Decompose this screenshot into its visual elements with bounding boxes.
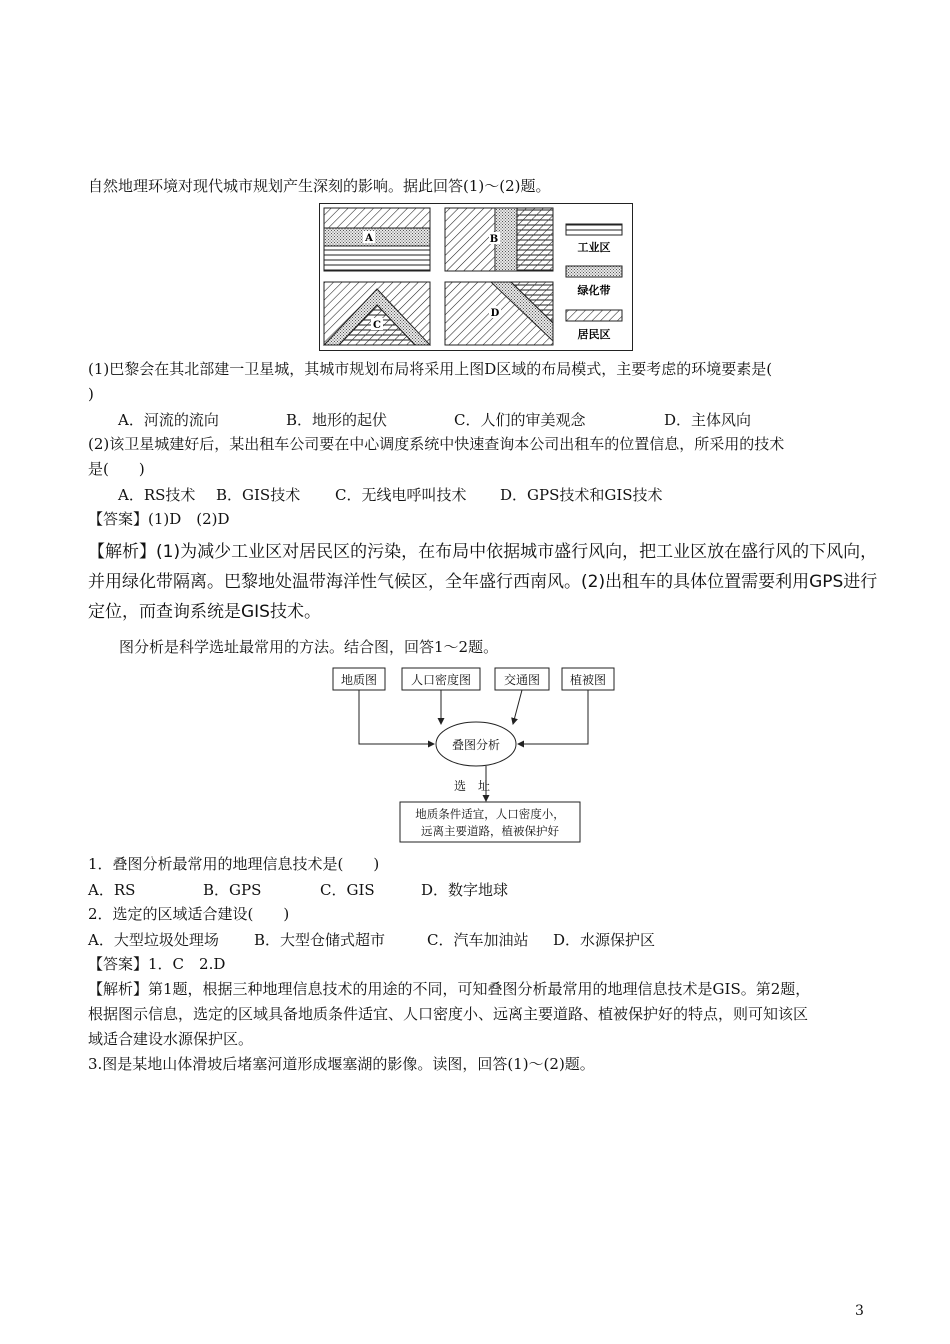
q2-analysis-line3: 域适合建设水源保护区。 bbox=[88, 1030, 254, 1048]
q1-sub1-option-d: D．主体风向 bbox=[664, 411, 752, 429]
legend-residential-swatch bbox=[566, 310, 622, 321]
panel-d bbox=[445, 282, 553, 345]
panel-c-label: C bbox=[373, 320, 381, 331]
q2-q2-option-d: D．水源保护区 bbox=[553, 931, 656, 949]
q1-sub2-option-c: C．无线电呼叫技术 bbox=[335, 486, 467, 504]
q1-sub1-option-c: C．人们的审美观念 bbox=[454, 411, 586, 429]
q2-q2-option-b: B．大型仓储式超市 bbox=[254, 931, 386, 949]
q2-analysis-line1: 【解析】第1题，根据三种地理信息技术的用途的不同，可知叠图分析最常用的地理信息技术是GIS。第2题， bbox=[88, 980, 811, 998]
q2-question1: 1．叠图分析最常用的地理信息技术是( ) bbox=[88, 855, 380, 873]
q2-q1-option-a: A．RS bbox=[88, 881, 136, 899]
panel-a-label: A bbox=[365, 233, 373, 244]
legend-industrial-swatch bbox=[566, 224, 622, 235]
q2-q1-option-b: B．GPS bbox=[203, 881, 262, 899]
legend-greenbelt-label: 绿化带 bbox=[577, 284, 611, 297]
q1-answer: 【答案】(1)D (2)D bbox=[88, 510, 230, 528]
city-layout-figure bbox=[319, 203, 633, 351]
result-line1: 地质条件适宜，人口密度小， bbox=[415, 807, 565, 821]
panel-b bbox=[445, 208, 553, 271]
q1-sub1-text-cont: ) bbox=[88, 385, 94, 403]
site-selection-label: 选 址 bbox=[453, 779, 491, 793]
q1-analysis-line1: 【解析】(1)为减少工业区对居民区的污染，在布局中依据城市盛行风向，把工业区放在盛行风的下风向， bbox=[88, 542, 878, 562]
q1-sub2-option-d: D．GPS技术和GIS技术 bbox=[500, 486, 663, 504]
panel-b-label: B bbox=[489, 234, 499, 245]
q2-q2-option-a: A．大型垃圾处理场 bbox=[88, 931, 219, 949]
q1-sub2-text-cont: 是( ) bbox=[88, 460, 145, 478]
input-traffic-map-label: 交通图 bbox=[503, 673, 541, 687]
q2-q1-option-c: C．GIS bbox=[320, 881, 375, 899]
q1-analysis-line3: 定位，而查询系统是GIS技术。 bbox=[88, 602, 321, 622]
q2-intro: 图分析是科学选址最常用的方法。结合图，回答1～2题。 bbox=[119, 638, 499, 656]
q1-sub2-option-a: A．RS技术 bbox=[118, 486, 196, 504]
q2-question2: 2．选定的区域适合建设( ) bbox=[88, 905, 290, 923]
q3-intro: 3.图是某地山体滑坡后堵塞河道形成堰塞湖的影像。读图，回答(1)～(2)题。 bbox=[88, 1055, 595, 1073]
legend-greenbelt-swatch bbox=[566, 266, 622, 277]
q1-sub2-option-b: B．GIS技术 bbox=[216, 486, 301, 504]
input-geology-map-label: 地质图 bbox=[340, 673, 378, 687]
overlay-analysis-flowchart bbox=[330, 664, 620, 846]
panel-a bbox=[324, 208, 430, 271]
legend-residential-label: 居民区 bbox=[577, 328, 611, 341]
q1-analysis-line2: 并用绿化带隔离。巴黎地处温带海洋性气候区，全年盛行西南风。(2)出租车的具体位置需要利用GPS进行 bbox=[88, 572, 878, 592]
panel-d-label: D bbox=[490, 308, 500, 319]
q1-sub1-text: (1)巴黎会在其北部建一卫星城，其城市规划布局将采用上图D区域的布局模式，主要考虑的环境要素是( bbox=[88, 360, 773, 378]
q1-sub1-option-b: B．地形的起伏 bbox=[286, 411, 388, 429]
q1-sub1-option-a: A．河流的流向 bbox=[118, 411, 219, 429]
q1-sub2-text: (2)该卫星城建好后，某出租车公司要在中心调度系统中快速查询本公司出租车的位置信息，所采用的技术 bbox=[88, 435, 785, 453]
legend-industrial-label: 工业区 bbox=[577, 241, 611, 254]
page-number: 3 bbox=[855, 1303, 864, 1319]
overlay-analysis-label: 叠图分析 bbox=[451, 738, 501, 752]
q1-intro: 自然地理环境对现代城市规划产生深刻的影响。据此回答(1)～(2)题。 bbox=[88, 177, 551, 195]
input-vegetation-map-label: 植被图 bbox=[569, 673, 607, 687]
q2-q2-option-c: C．汽车加油站 bbox=[427, 931, 529, 949]
q2-q1-option-d: D．数字地球 bbox=[421, 881, 509, 899]
q2-analysis-line2: 根据图示信息，选定的区域具备地质条件适宜、人口密度小、远离主要道路、植被保护好的特点，则可知该区 bbox=[88, 1005, 809, 1023]
result-line2: 远离主要道路，植被保护好 bbox=[421, 824, 559, 838]
q2-answer: 【答案】1．C 2.D bbox=[88, 955, 226, 973]
input-population-map-label: 人口密度图 bbox=[410, 673, 472, 687]
panel-c bbox=[324, 282, 430, 345]
